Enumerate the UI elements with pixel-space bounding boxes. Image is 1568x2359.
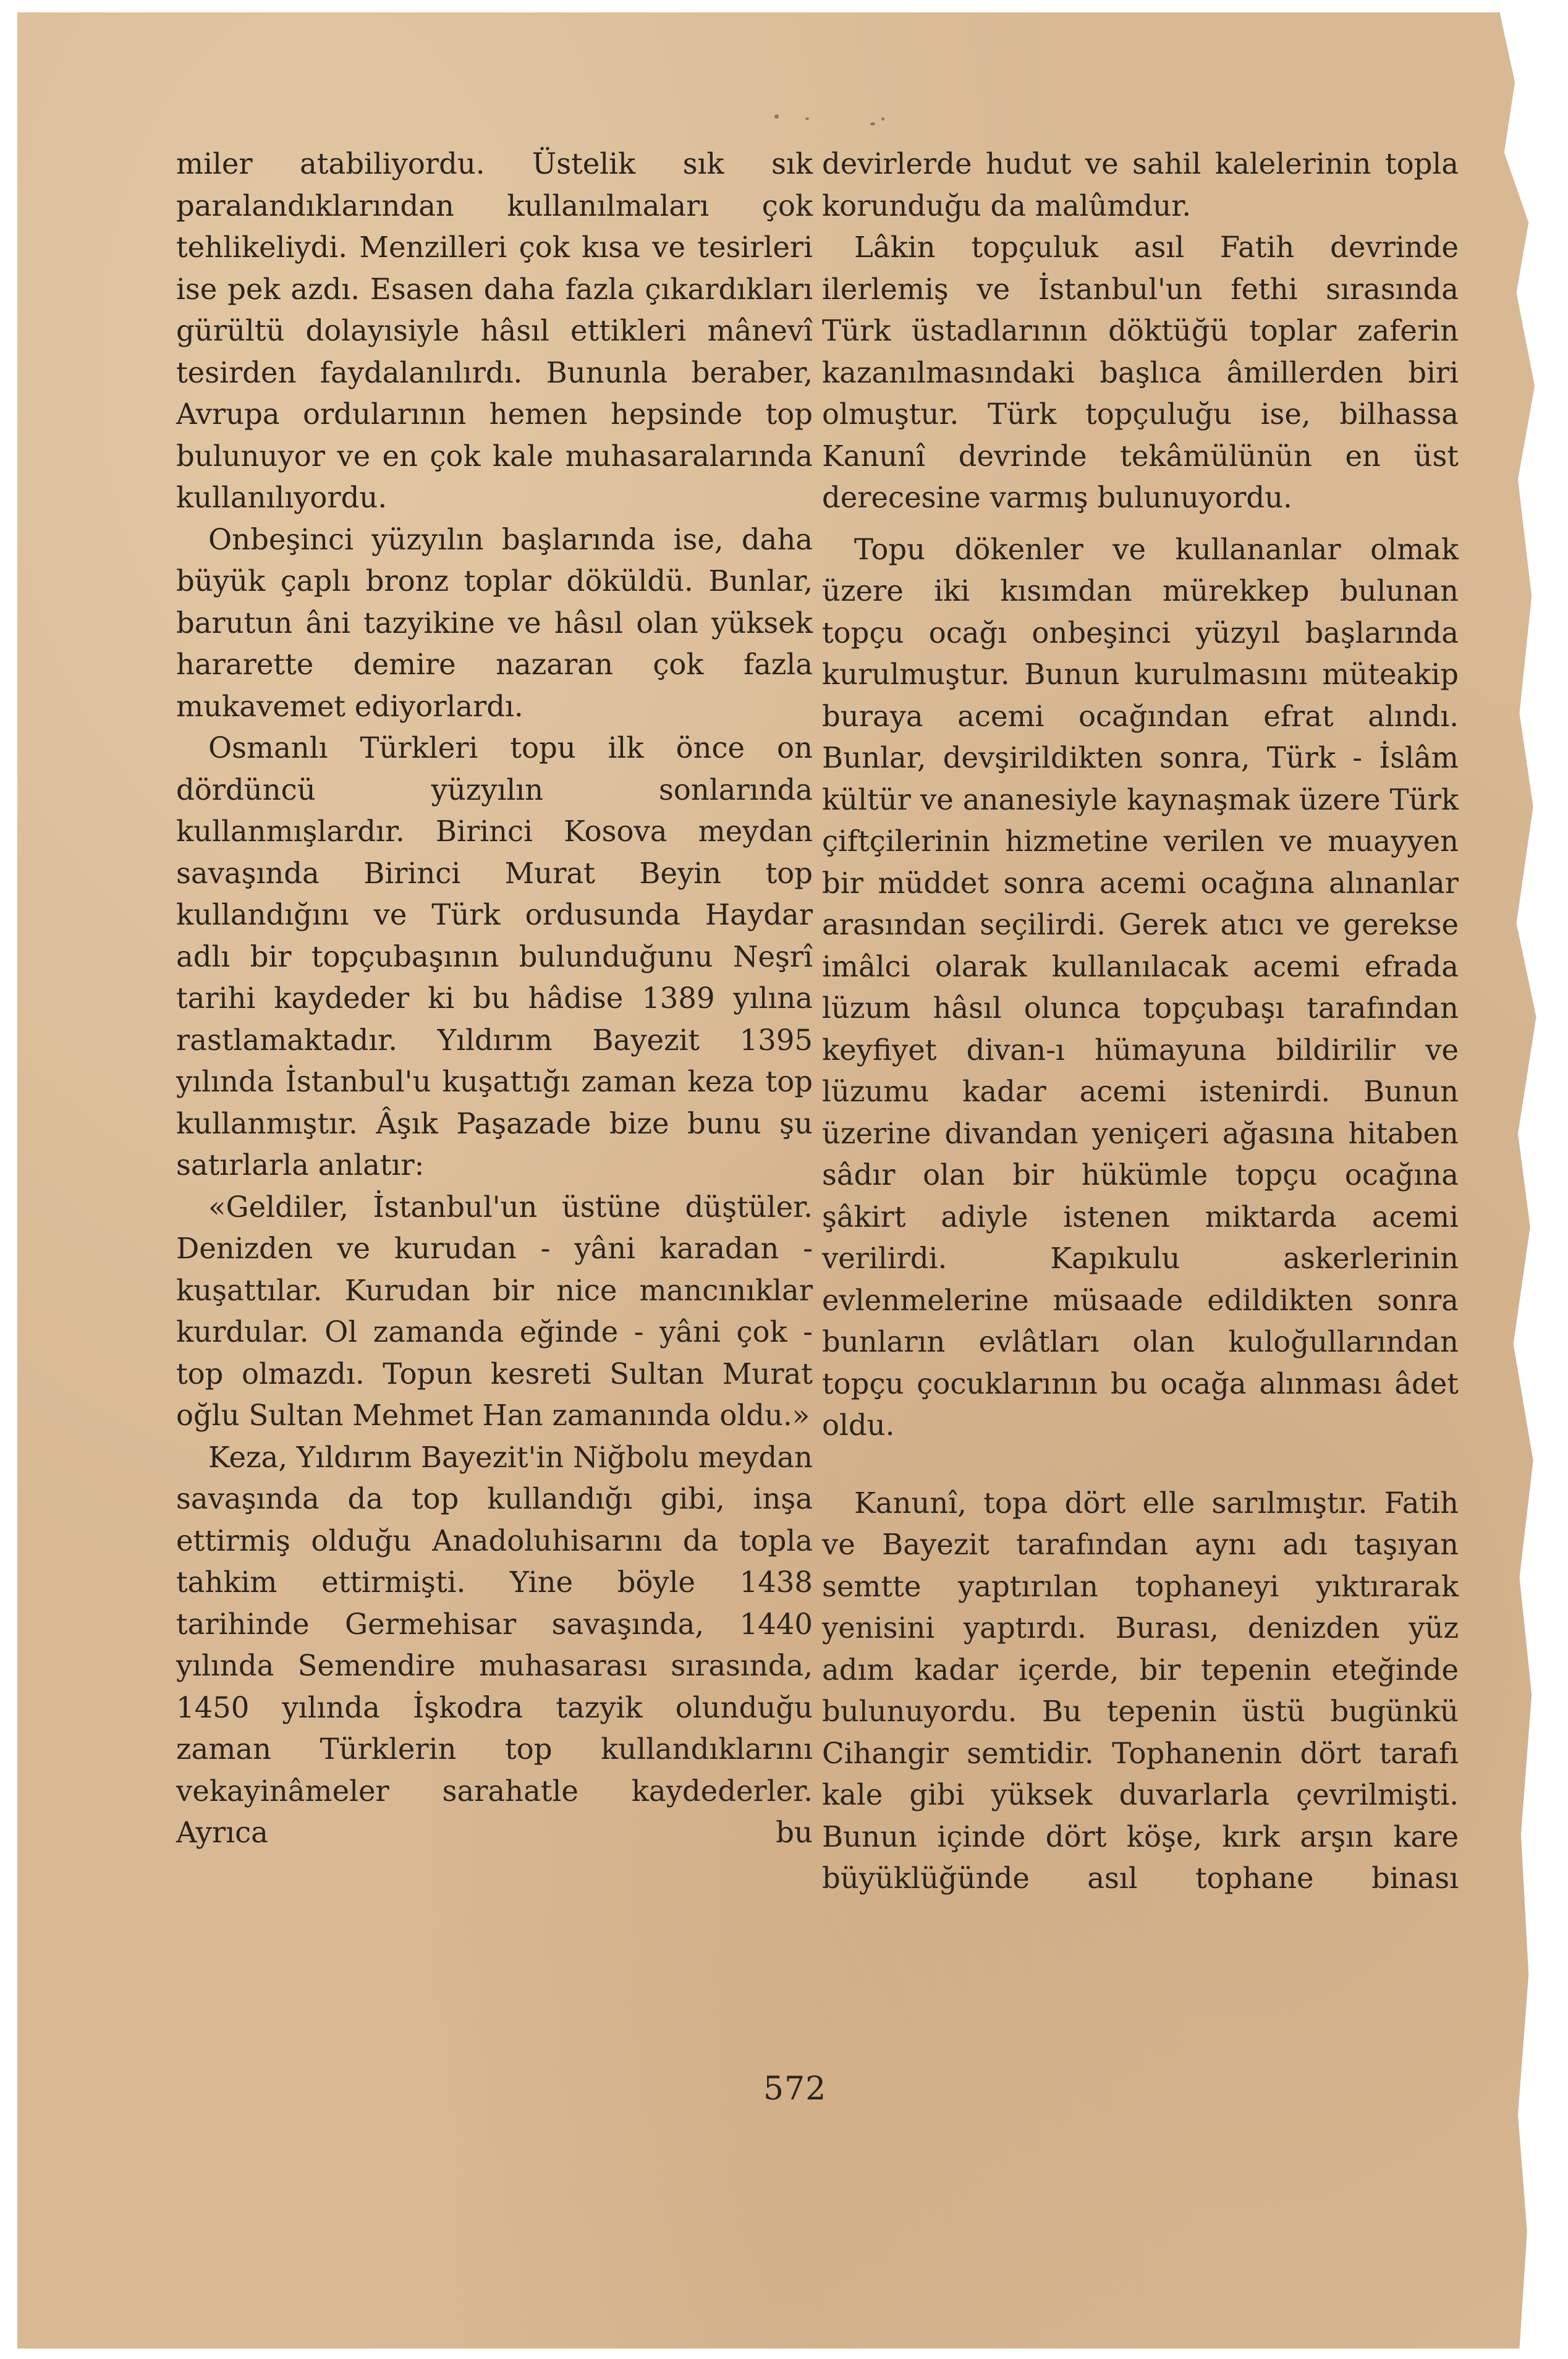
quotation-paragraph: «Geldiler, İstanbul'un üstüne düştüler. Denizden ve kurudan - yâni karadan - kuşattılar. Kurudan bir nice mancınıklar kurdular. Ol zamanda eğinde - yâni çok - top olmazdı. Topun kesreti Sultan Murat oğlu Sultan Mehmet Han zamanında oldu.» <box>176 1190 813 1432</box>
paragraph: Topu dökenler ve kullananlar olmak üzere iki kısımdan mürekkep bulunan topçu ocağı onbeşinci yüzyıl başlarında kurulmuştur. Bunun kurulmasını müteakip buraya acemi ocağından efrat alındı. Bunlar, devşirildikten sonra, Türk - İslâm kültür ve ananesiyle kaynaşmak üzere Türk çiftçilerinin hizmetine verilen ve muayyen bir müddet sonra acemi ocağına alınanlar arasından seçilirdi. Gerek atıcı ve gerekse imâlci olarak kullanılacak acemi efrada lüzum hâsıl olunca topçubaşı tarafından keyfiyet divan-ı hümayuna bildirilir ve lüzumu kadar acemi istenirdi. Bunun üzerine divandan yeniçeri ağasına hitaben sâdır olan bir hükümle topçu ocağına şâkirt adiyle istenen miktarda acemi verilirdi. Kapıkulu askerlerinin evlenmelerine müsaade edildikten sonra bunların evlâtları olan kuloğullarından topçu çocuklarının bu ocağa alınması âdet oldu. <box>822 532 1459 1442</box>
right-text-column <box>822 143 1459 1900</box>
paragraph: Lâkin topçuluk asıl Fatih devrinde ilerlemiş ve İstanbul'un fethi sırasında Türk üstadlarının döktüğü toplar zaferin kazanılmasındaki başlıca âmillerden biri olmuştur. Türk topçuluğu ise, bilhassa Kanunî devrinde tekâmülünün en üst derecesine varmış bulunuyordu. <box>822 231 1459 514</box>
paragraph: Onbeşinci yüzyılın başlarında ise, daha büyük çaplı bronz toplar döküldü. Bunlar, barutun âni tazyikine ve hâsıl olan yüksek hararette demire nazaran çok fazla mukavemet ediyorlardı. <box>176 522 813 723</box>
left-text-column <box>176 143 813 1854</box>
paragraph: Keza, Yıldırım Bayezit'in Niğbolu meydan savaşında da top kullandığı gibi, inşa ettirmiş olduğu Anadoluhisarını da topla tahkim ettirmişti. Yine böyle 1438 tarihinde Germehisar savaşında, 1440 yılında Semendire muhasarası sırasında, 1450 yılında İşkodra tazyik olunduğu zaman Türklerin top kullandıklarını vekayinâmeler sarahatle kaydederler. Ayrıca bu <box>176 1440 813 1849</box>
page-number: 572 <box>763 2070 827 2107</box>
paragraph: Kanunî, topa dört elle sarılmıştır. Fatih ve Bayezit tarafından aynı adı taşıyan semtte yaptırılan tophaneyi yıktırarak yenisini yaptırdı. Burası, denizden yüz adım kadar içerde, bir tepenin eteğinde bulunuyordu. Bu tepenin üstü bugünkü Cihangir semtidir. Tophanenin dört tarafı kale gibi yüksek duvarlarla çevrilmişti. Bunun içinde dört köşe, kırk arşın kare büyüklüğünde asıl tophane binası <box>822 1486 1459 1895</box>
ink-speck <box>805 117 809 120</box>
ink-speck <box>881 117 884 121</box>
ink-speck <box>1525 1907 1529 1910</box>
ink-speck <box>774 114 779 119</box>
paragraph: devirlerde hudut ve sahil kalelerinin topla korunduğu da malûmdur. <box>822 147 1459 222</box>
ink-speck <box>870 122 875 125</box>
paragraph: Osmanlı Türkleri topu ilk önce on dördüncü yüzyılın sonlarında kullanmışlardır. Birinci Kosova meydan savaşında Birinci Murat Beyin top kullandığını ve Türk ordusunda Haydar adlı bir topçubaşının bulunduğunu Neşrî tarihi kaydeder ki bu hâdise 1389 yılına rastlamaktadır. Yıldırım Bayezit 1395 yılında İstanbul'u kuşattığı zaman keza top kullanmıştır. Âşık Paşazade bize bunu şu satırlarla anlatır: <box>176 731 813 1182</box>
paragraph: miler atabiliyordu. Üstelik sık sık paralandıklarından kullanılmaları çok tehlikeliydi. Menzilleri çok kısa ve tesirleri ise pek azdı. Esasen daha fazla çıkardıkları gürültü dolayısiyle hâsıl ettikleri mânevî tesirden faydalanılırdı. Bununla beraber, Avrupa ordularının hemen hepsinde top bulunuyor ve en çok kale muhasaralarında kullanılıyordu. <box>176 147 813 514</box>
